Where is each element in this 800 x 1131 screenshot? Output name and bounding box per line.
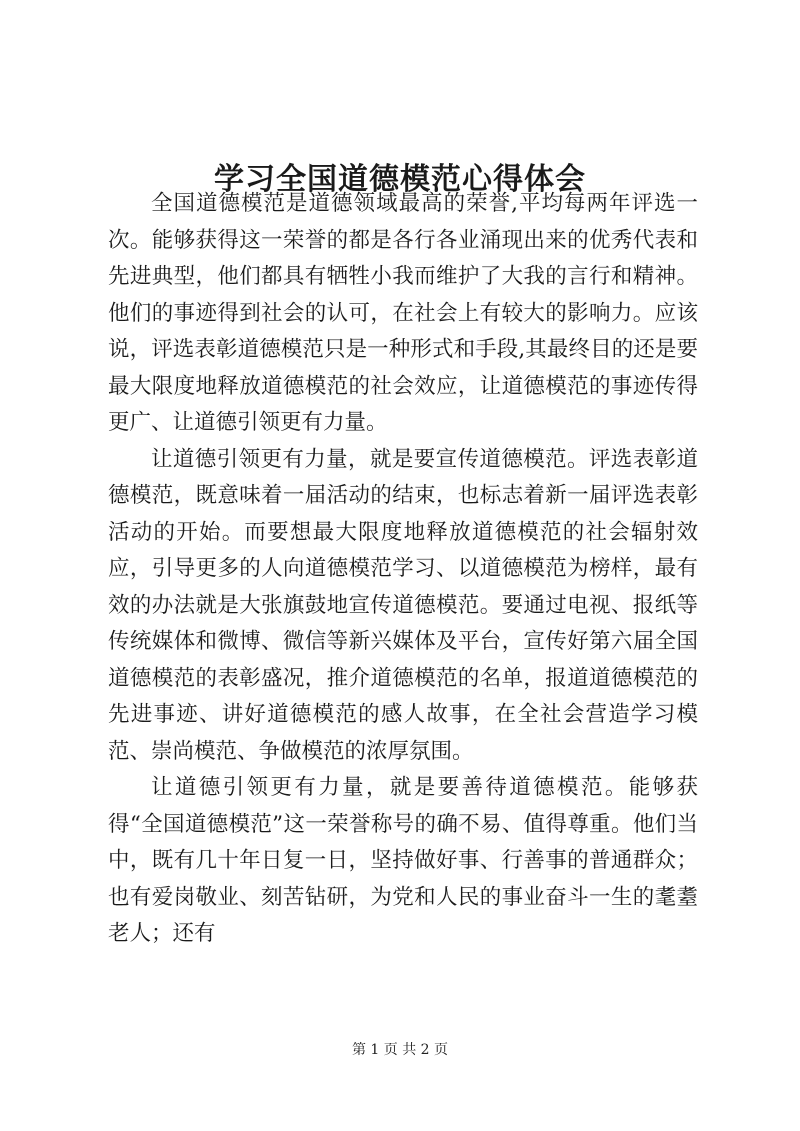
paragraph-2: 让道德引领更有力量，就是要宣传道德模范。评选表彰道德模范，既意味着一届活动的结束，也标志着新一届评选表彰活动的开始。而要想最大限度地释放道德模范的社会辐射效应，引导更多的人向道德模范学习、以道德模范为榜样，最有效的办法就是大张旗鼓地宣传道德模范。要通过电视、报纸等传统媒体和微博、微信等新兴媒体及平台，宣传好第六届全国道德模范的表彰盛况，推介道德模范的名单，报道道德模范的先进事迹、讲好道德模范的感人故事，在全社会营造学习模范、崇尚模范、争做模范的浓厚氛围。: [108, 446, 698, 764]
document-title: 学习全国道德模范心得体会: [214, 162, 586, 198]
document-body: [108, 186, 698, 953]
page-number-footer: 第 1 页 共 2 页: [351, 1042, 449, 1058]
paragraph-3: 让道德引领更有力量，就是要善待道德模范。能够获得“全国道德模范”这一荣誉称号的确不易、值得尊重。他们当中，既有几十年日复一日，坚持做好事、行善事的普通群众；也有爱岗敬业、刻苦钻研，为党和人民的事业奋斗一生的耄耋老人；还有: [108, 775, 698, 946]
paragraph-1: 全国道德模范是道德领域最高的荣誉,平均每两年评选一次。能够获得这一荣誉的都是各行各业涌现出来的优秀代表和先进典型，他们都具有牺牲小我而维护了大我的言行和精神。他们的事迹得到社会的认可，在社会上有较大的影响力。应该说，评选表彰道德模范只是一种形式和手段,其最终目的还是要最大限度地释放道德模范的社会效应，让道德模范的事迹传得更广、让道德引领更有力量。: [108, 191, 698, 435]
